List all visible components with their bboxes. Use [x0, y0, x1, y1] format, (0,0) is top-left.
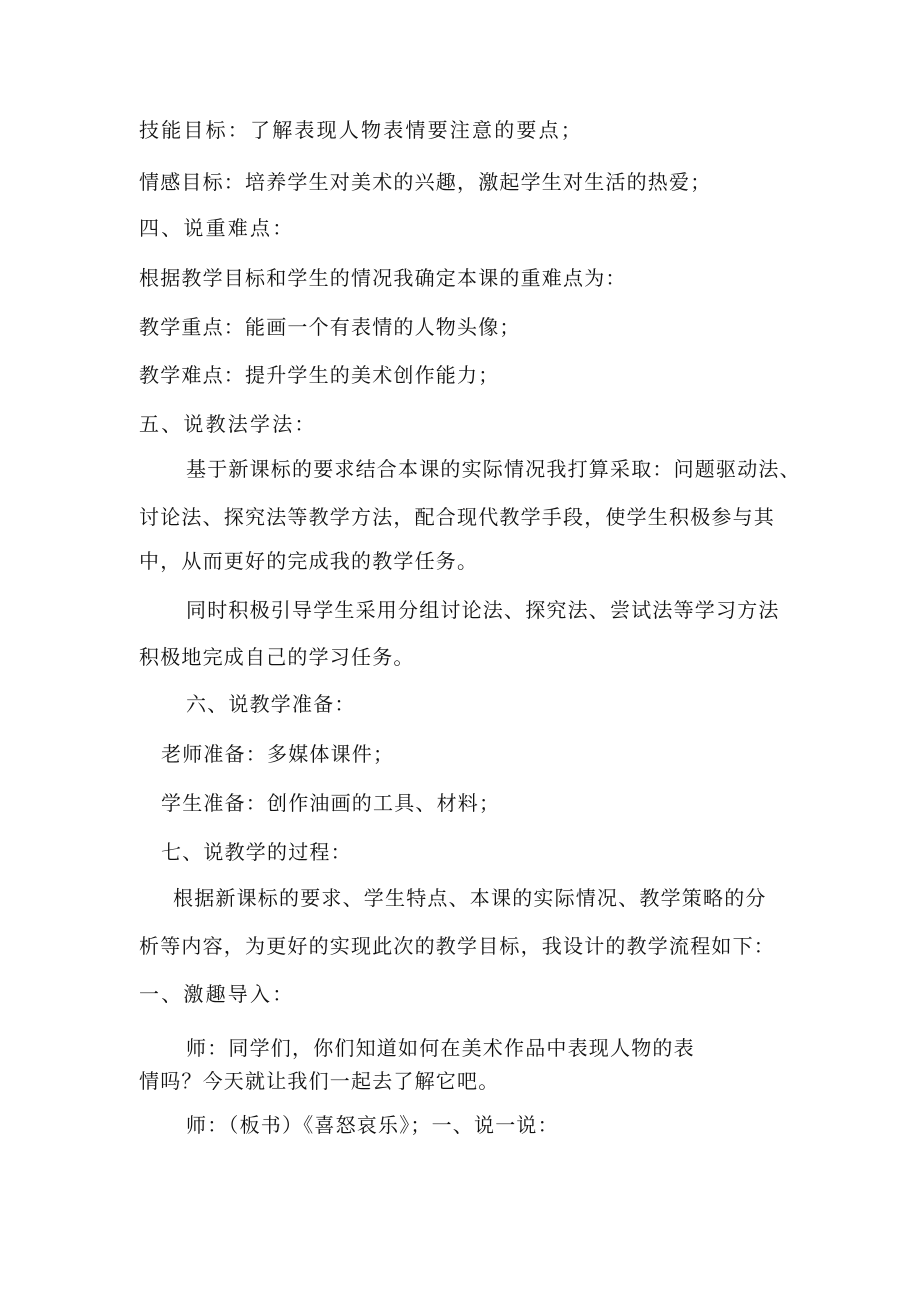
- learning-methods-line-1: 同时积极引导学生采用分组讨论法、探究法、尝试法等学习方法: [186, 598, 780, 622]
- teaching-difficulty-line: 教学难点：提升学生的美术创作能力；: [139, 363, 500, 387]
- section-heading-preparation: 六、说教学准备：: [186, 692, 356, 716]
- process-intro-line-2: 析等内容，为更好的实现此次的教学目标，我设计的教学流程如下：: [139, 934, 775, 958]
- key-points-intro-line: 根据教学目标和学生的情况我确定本课的重难点为：: [139, 266, 627, 290]
- process-intro-line-1: 根据新课标的要求、学生特点、本课的实际情况、教学策略的分: [173, 886, 767, 910]
- step-heading-introduction: 一、激趣导入：: [139, 982, 295, 1006]
- emotion-objective-line: 情感目标：培养学生对美术的兴趣，激起学生对生活的热爱；: [139, 170, 712, 194]
- skill-objective-line: 技能目标：了解表现人物表情要注意的要点；: [139, 118, 583, 142]
- section-heading-methods: 五、说教法学法：: [139, 412, 317, 436]
- teacher-board-writing-line: 师：（板书）《喜怒哀乐》；一、说一说：: [186, 1113, 559, 1137]
- learning-methods-line-2: 积极地完成自己的学习任务。: [139, 645, 415, 669]
- methods-paragraph-line-1: 基于新课标的要求结合本课的实际情况我打算采取：问题驱动法、: [186, 457, 801, 481]
- teaching-key-point-line: 教学重点：能画一个有表情的人物头像；: [139, 315, 521, 339]
- methods-paragraph-line-3: 中，从而更好的完成我的教学任务。: [139, 549, 479, 573]
- teacher-preparation-line: 老师准备：多媒体课件；: [161, 742, 395, 766]
- teacher-dialogue-line-2: 情吗？今天就让我们一起去了解它吧。: [139, 1069, 500, 1093]
- methods-paragraph-line-2: 讨论法、探究法等教学方法，配合现代教学手段，使学生积极参与其: [139, 505, 775, 529]
- section-heading-key-points: 四、说重难点：: [139, 216, 295, 240]
- teacher-dialogue-line-1: 师：同学们，你们知道如何在美术作品中表现人物的表: [186, 1036, 695, 1060]
- student-preparation-line: 学生准备：创作油画的工具、材料；: [161, 791, 501, 815]
- section-heading-process: 七、说教学的过程：: [161, 840, 352, 864]
